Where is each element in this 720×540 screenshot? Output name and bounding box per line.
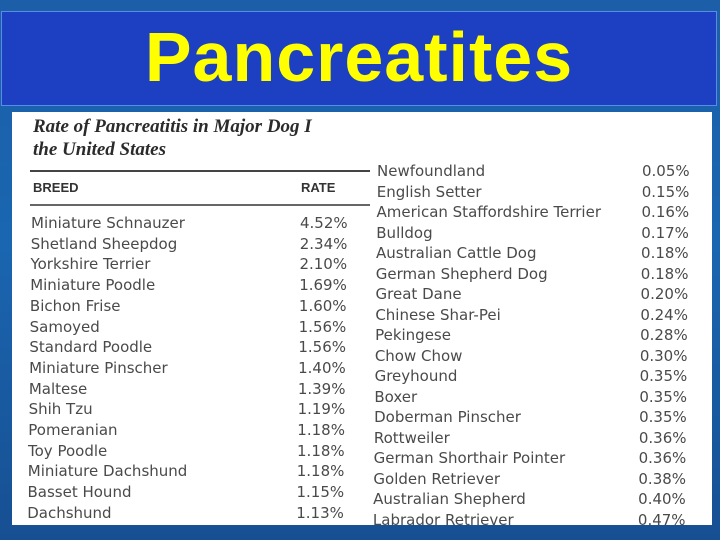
pancreatitis-rate: 0.24% [640,305,688,324]
pancreatitis-rate: 1.18% [296,462,345,481]
breed-name: Great Dane [375,285,462,303]
pancreatitis-rate: 0.38% [638,469,687,488]
breed-name: Maltese [28,379,88,398]
breed-column-header: BREED [33,180,79,195]
pancreatitis-rate: 0.40% [638,490,686,508]
pancreatitis-rate: 0.05% [642,162,690,180]
breed-name: Dachshund [27,503,112,522]
pancreatitis-rate: 2.34% [299,234,348,253]
pancreatitis-rate: 0.35% [639,408,687,426]
breed-name: Miniature Pinscher [29,358,168,377]
pancreatitis-rate: 1.56% [298,317,347,336]
breed-name: Bulldog [376,223,433,242]
breed-name: Australian Shepherd [373,490,526,508]
breed-name: American Staffordshire Terrier [376,203,601,221]
breed-name: Golden Retriever [373,469,501,488]
scanned-table [12,112,712,525]
pancreatitis-rate: 1.15% [296,483,345,502]
breed-name: Miniature Poodle [30,276,156,295]
breed-name: Bichon Frise [29,296,121,315]
title-bar [1,11,717,106]
breed-name: Greyhound [374,367,458,385]
pancreatitis-rate: 0.16% [641,203,690,221]
slide-title: Pancreatites [144,17,574,96]
breed-name: Yorkshire Terrier [30,255,151,274]
breed-name: Toy Poodle [28,441,108,460]
pancreatitis-rate: 0.18% [640,264,689,283]
breed-name: Shetland Sheepdog [30,234,178,253]
table-title-line1: Rate of Pancreatitis in Major Dog I [33,116,312,137]
pancreatitis-rate: 0.28% [640,326,688,344]
table-title-line2: the United States [33,139,167,160]
pancreatitis-rate: 0.17% [641,223,689,242]
breed-name: Shih Tzu [28,400,93,419]
breed-name: Samoyed [29,317,100,336]
breed-name: Boxer [374,387,418,406]
breed-name: Chinese Shar-Pei [375,305,501,324]
pancreatitis-rate: 1.60% [298,296,347,315]
breed-name: Labrador Retriever [372,510,514,525]
breed-name: Miniature Dachshund [27,462,188,481]
table-title [33,115,373,161]
breed-name: Doberman Pinscher [374,408,521,426]
pancreatitis-rate: 1.19% [297,400,346,419]
pancreatitis-rate: 1.56% [298,338,347,357]
breed-name: Newfoundland [377,162,486,180]
pancreatitis-rate: 0.15% [641,182,690,201]
breed-name: German Shorthair Pointer [373,449,566,467]
pancreatitis-rate: 1.69% [299,276,347,295]
pancreatitis-rate: 1.40% [298,358,346,377]
pancreatitis-rate: 0.20% [640,285,689,303]
breed-name: English Setter [376,182,482,201]
pancreatitis-rate: 0.47% [637,510,686,525]
breed-name: Standard Poodle [29,338,153,357]
pancreatitis-rate: 0.35% [639,367,688,385]
pancreatitis-rate: 1.13% [296,503,344,522]
pancreatitis-rate: 1.18% [297,421,345,439]
pancreatitis-rate: 4.52% [300,214,348,232]
breed-name: Pekingese [375,326,451,344]
pancreatitis-rate: 0.36% [638,428,687,447]
header-rule [30,170,370,172]
pancreatitis-rate: 0.36% [638,449,687,467]
pancreatitis-rate: 0.30% [639,346,688,365]
breed-name: Basset Hound [27,483,132,502]
pancreatitis-rate: 2.10% [299,255,348,274]
breed-name: Rottweiler [373,428,450,447]
breed-name: Miniature Schnauzer [31,214,185,232]
pancreatitis-rate: 1.18% [297,441,345,460]
pancreatitis-rate: 0.18% [641,244,689,262]
breed-name: Pomeranian [28,421,118,439]
pancreatitis-rate: 1.39% [297,379,346,398]
breed-name: Australian Cattle Dog [376,244,537,262]
breed-name: German Shepherd Dog [375,264,548,283]
header-underline [30,204,370,206]
pancreatitis-rate: 0.35% [639,387,688,406]
breed-name: Chow Chow [374,346,463,365]
rate-column-header: RATE [301,180,336,195]
